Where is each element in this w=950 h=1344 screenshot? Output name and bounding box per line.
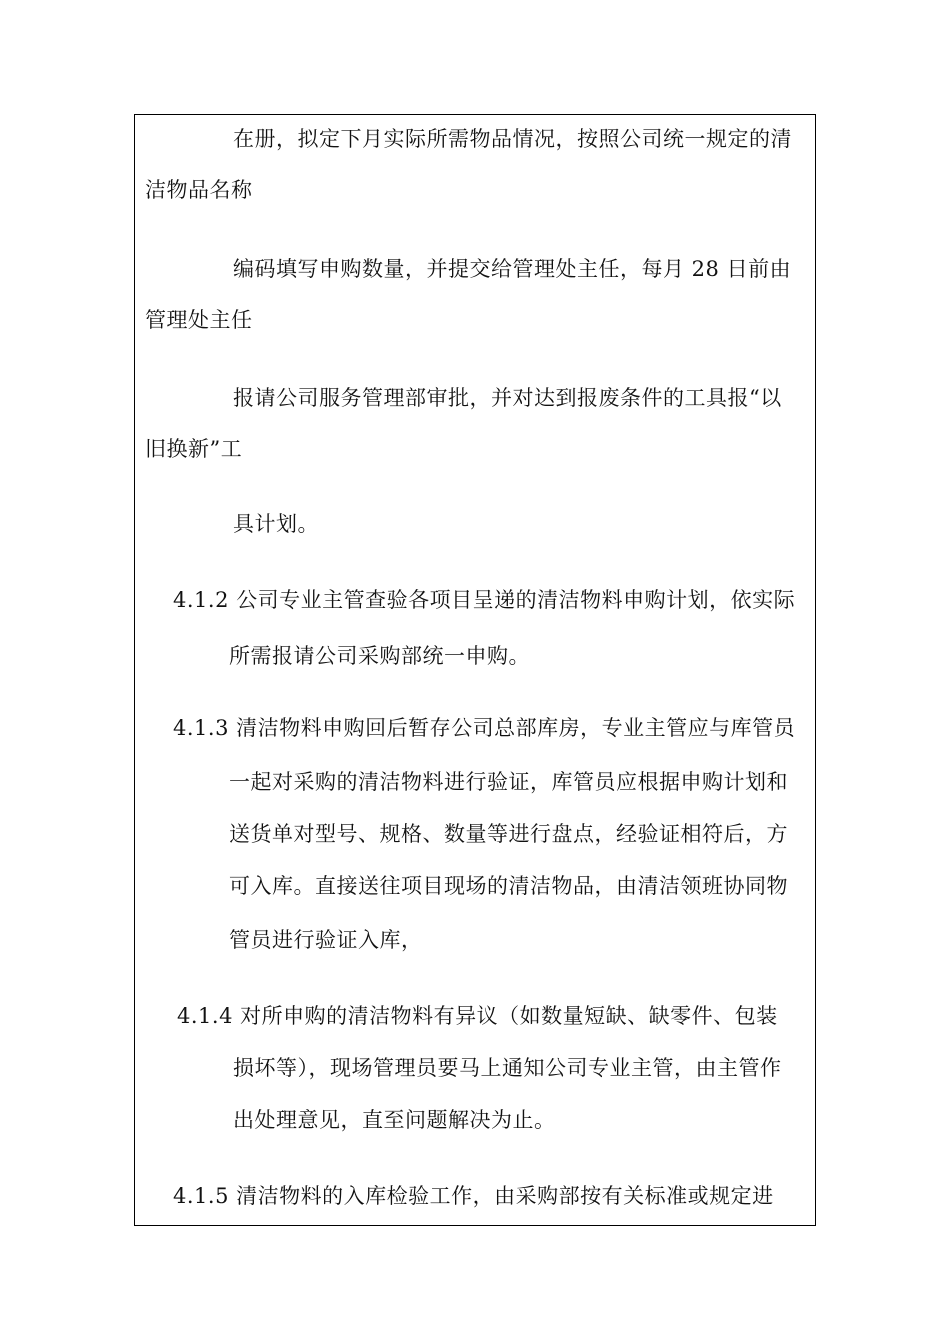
text-line: 损坏等），现场管理员要马上通知公司专业主管，由主管作 xyxy=(233,1056,782,1080)
text-line: 在册，拟定下月实际所需物品情况，按照公司统一规定的清 xyxy=(233,127,792,151)
text-line: 送货单对型号、规格、数量等进行盘点，经验证相符后，方 xyxy=(229,822,788,846)
text-line: 管理处主任 xyxy=(145,308,253,332)
text-line: 4.1.4 对所申购的清洁物料有异议（如数量短缺、缺零件、包装 xyxy=(177,1004,778,1028)
text-line: 4.1.3 清洁物料申购回后暂存公司总部库房，专业主管应与库管员 xyxy=(173,716,796,740)
text-line: 4.1.5 清洁物料的入库检验工作，由采购部按有关标准或规定进 xyxy=(173,1184,774,1208)
text-line: 具计划。 xyxy=(233,512,319,536)
text-line: 报请公司服务管理部审批，并对达到报废条件的工具报“以 xyxy=(233,386,782,410)
text-line: 洁物品名称 xyxy=(145,178,253,202)
text-line: 旧换新”工 xyxy=(145,437,243,461)
text-line: 管员进行验证入库， xyxy=(229,928,423,952)
text-line: 出处理意见，直至问题解决为止。 xyxy=(233,1108,556,1132)
text-line: 所需报请公司采购部统一申购。 xyxy=(229,644,530,668)
text-line: 4.1.2 公司专业主管查验各项目呈递的清洁物料申购计划，依实际 xyxy=(173,588,796,612)
text-line: 可入库。直接送往项目现场的清洁物品，由清洁领班协同物 xyxy=(229,874,788,898)
text-line: 编码填写申购数量，并提交给管理处主任，每月 28 日前由 xyxy=(233,257,792,281)
text-line: 一起对采购的清洁物料进行验证，库管员应根据申购计划和 xyxy=(229,770,788,794)
